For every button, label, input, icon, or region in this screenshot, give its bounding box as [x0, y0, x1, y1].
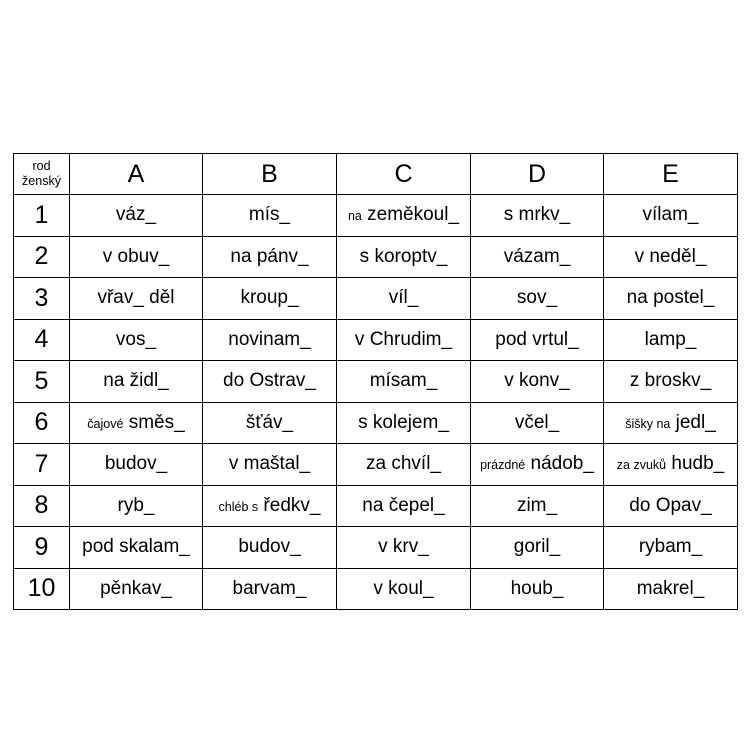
exercise-cell-d: [471, 195, 604, 237]
exercise-word: šťáv_: [245, 411, 294, 433]
exercise-cell-c: [337, 568, 471, 610]
table-row: [14, 319, 738, 361]
exercise-word: pod skalam_: [82, 536, 190, 558]
exercise-word: vílam_: [642, 204, 699, 226]
exercise-word: víl_: [388, 287, 419, 309]
exercise-word: v Chrudim_: [354, 328, 453, 350]
exercise-word: s kolejem_: [358, 411, 449, 433]
exercise-word: v konv_: [504, 370, 570, 392]
exercise-cell-a: [70, 278, 203, 320]
exercise-word: s koroptv_: [359, 245, 448, 267]
exercise-cell-c: [337, 485, 471, 527]
row-number: 10: [14, 568, 70, 610]
row-number: 5: [14, 361, 70, 403]
exercise-word: s mrkv_: [503, 204, 571, 226]
exercise-cell-e: [604, 527, 738, 569]
column-header-a: A: [70, 154, 203, 195]
exercise-cell-a: [70, 402, 203, 444]
context-prefix: prázdné: [480, 458, 526, 473]
exercise-cell-a: [70, 319, 203, 361]
exercise-cell-c: [337, 402, 471, 444]
exercise-cell-e: [604, 195, 738, 237]
table-body: [14, 154, 738, 610]
exercise-word: zim_: [516, 494, 558, 516]
exercise-cell-d: [471, 236, 604, 278]
context-prefix: na: [347, 209, 362, 224]
exercise-word: směs_: [128, 411, 185, 433]
exercise-cell-e: [604, 485, 738, 527]
exercise-cell-c: [337, 527, 471, 569]
exercise-word: vos_: [115, 328, 157, 350]
exercise-cell-c: [337, 444, 471, 486]
table-row: [14, 361, 738, 403]
exercise-word: v koul_: [373, 577, 434, 599]
exercise-word: houb_: [510, 577, 564, 599]
context-prefix: šišky na: [625, 416, 671, 431]
exercise-cell-b: [203, 444, 337, 486]
exercise-cell-a: [70, 361, 203, 403]
exercise-cell-e: [604, 444, 738, 486]
exercise-word: pěnkav_: [100, 577, 172, 599]
table-row: [14, 568, 738, 610]
exercise-word: v neděl_: [634, 245, 707, 267]
row-number: 7: [14, 444, 70, 486]
exercise-word: vázam_: [503, 245, 571, 267]
exercise-cell-b: [203, 195, 337, 237]
exercise-cell-e: [604, 402, 738, 444]
exercise-cell-b: [203, 527, 337, 569]
header-row: [14, 154, 738, 195]
context-prefix: čajové: [87, 416, 124, 431]
exercise-word: jedl_: [675, 411, 716, 433]
row-number: 2: [14, 236, 70, 278]
row-number: 4: [14, 319, 70, 361]
table-row: [14, 195, 738, 237]
table-row: [14, 236, 738, 278]
exercise-word: ryb_: [117, 494, 155, 516]
exercise-cell-d: [471, 361, 604, 403]
worksheet: [13, 153, 737, 609]
column-header-b: B: [203, 154, 337, 195]
exercise-word: nádob_: [530, 453, 594, 475]
exercise-cell-b: [203, 361, 337, 403]
exercise-word: v krv_: [378, 536, 429, 558]
exercise-cell-b: [203, 485, 337, 527]
exercise-cell-a: [70, 236, 203, 278]
exercise-word: do Ostrav_: [223, 370, 316, 392]
exercise-word: barvam_: [232, 577, 307, 599]
exercise-word: do Opav_: [629, 494, 712, 516]
exercise-cell-a: [70, 444, 203, 486]
exercise-cell-d: [471, 568, 604, 610]
exercise-cell-d: [471, 319, 604, 361]
exercise-cell-c: [337, 278, 471, 320]
exercise-cell-b: [203, 402, 337, 444]
exercise-word: sov_: [516, 287, 558, 309]
row-number: 1: [14, 195, 70, 237]
exercise-word: pod vrtul_: [495, 328, 579, 350]
exercise-cell-d: [471, 444, 604, 486]
exercise-cell-c: [337, 319, 471, 361]
exercise-cell-d: [471, 278, 604, 320]
exercise-word: vřav_ děl: [97, 287, 175, 309]
exercise-word: budov_: [104, 453, 168, 475]
context-prefix: chléb s: [218, 499, 259, 514]
exercise-word: v maštal_: [228, 453, 311, 475]
exercise-cell-e: [604, 278, 738, 320]
exercise-cell-b: [203, 236, 337, 278]
table-row: [14, 527, 738, 569]
exercise-cell-d: [471, 485, 604, 527]
exercise-word: na čepel_: [362, 494, 445, 516]
exercise-word: v obuv_: [102, 245, 170, 267]
exercise-word: lamp_: [644, 328, 697, 350]
exercise-cell-a: [70, 195, 203, 237]
exercise-cell-a: [70, 568, 203, 610]
exercise-cell-c: [337, 236, 471, 278]
exercise-word: na pánv_: [230, 245, 309, 267]
row-number: 6: [14, 402, 70, 444]
row-number: 3: [14, 278, 70, 320]
exercise-word: z broskv_: [629, 370, 712, 392]
exercise-word: na židl_: [103, 370, 169, 392]
exercise-word: zeměkoul_: [367, 204, 460, 226]
exercise-word: mísam_: [369, 370, 438, 392]
exercise-cell-e: [604, 319, 738, 361]
table-row: [14, 444, 738, 486]
column-header-c: C: [337, 154, 471, 195]
exercise-cell-b: [203, 568, 337, 610]
exercise-cell-b: [203, 278, 337, 320]
exercise-word: za chvíl_: [366, 453, 441, 475]
exercise-cell-e: [604, 568, 738, 610]
exercise-word: kroup_: [240, 287, 299, 309]
exercise-cell-c: [337, 361, 471, 403]
exercise-table: [13, 153, 738, 610]
exercise-cell-e: [604, 361, 738, 403]
row-number: 8: [14, 485, 70, 527]
corner-label-zensky: ženský: [22, 174, 61, 188]
context-prefix: za zvuků: [616, 458, 667, 473]
exercise-cell-e: [604, 236, 738, 278]
exercise-word: novinam_: [228, 328, 311, 350]
exercise-cell-a: [70, 527, 203, 569]
exercise-cell-d: [471, 527, 604, 569]
column-header-e: E: [604, 154, 738, 195]
table-row: [14, 278, 738, 320]
exercise-word: včel_: [514, 411, 560, 433]
exercise-word: mís_: [248, 204, 291, 226]
exercise-cell-d: [471, 402, 604, 444]
exercise-cell-a: [70, 485, 203, 527]
exercise-word: rybam_: [638, 536, 703, 558]
table-row: [14, 485, 738, 527]
table-row: [14, 402, 738, 444]
column-header-d: D: [471, 154, 604, 195]
exercise-word: hudb_: [671, 453, 725, 475]
exercise-cell-c: [337, 195, 471, 237]
exercise-word: ředkv_: [263, 494, 321, 516]
row-number: 9: [14, 527, 70, 569]
corner-header-cell: [14, 154, 70, 195]
exercise-cell-b: [203, 319, 337, 361]
exercise-word: váz_: [115, 204, 157, 226]
corner-label-rod: rod: [32, 159, 51, 173]
exercise-word: budov_: [238, 536, 301, 558]
exercise-word: makrel_: [636, 577, 705, 599]
exercise-word: goril_: [513, 536, 561, 558]
exercise-word: na postel_: [626, 287, 715, 309]
